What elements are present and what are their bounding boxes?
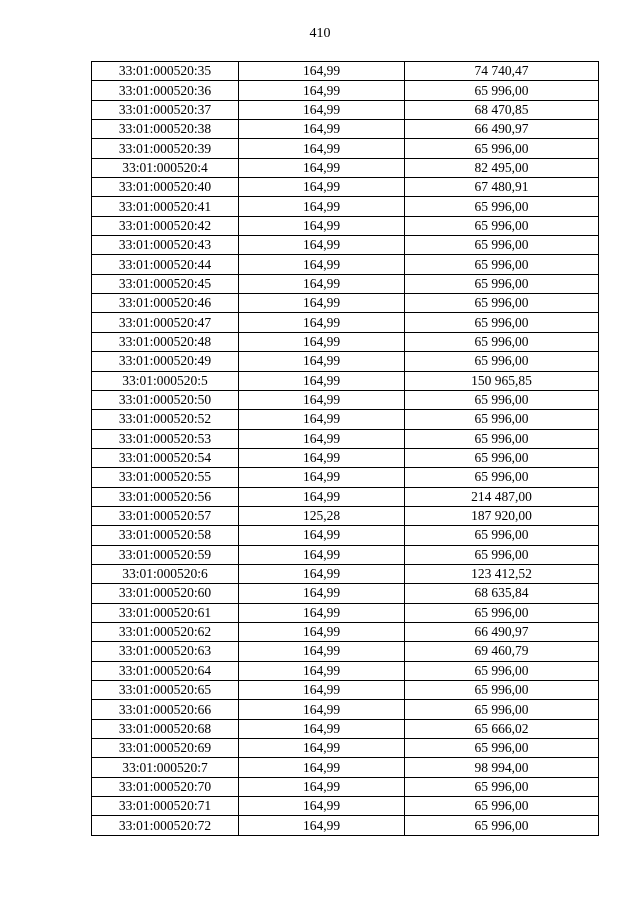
area-cell: 164,99 [239,139,405,158]
table-row [92,758,599,777]
area-cell: 164,99 [239,719,405,738]
value-cell: 65 996,00 [405,681,599,700]
table-row [92,545,599,564]
area-cell: 164,99 [239,661,405,680]
table-row [92,777,599,796]
table-row [92,429,599,448]
area-cell: 164,99 [239,216,405,235]
cadastral-number-cell: 33:01:000520:42 [92,216,239,235]
cadastral-number-cell: 33:01:000520:66 [92,700,239,719]
value-cell: 65 996,00 [405,274,599,293]
cadastral-number-cell: 33:01:000520:60 [92,584,239,603]
cadastral-number-cell: 33:01:000520:64 [92,661,239,680]
cadastral-number-cell: 33:01:000520:63 [92,642,239,661]
value-cell: 65 996,00 [405,236,599,255]
value-cell: 187 920,00 [405,506,599,525]
value-cell: 65 996,00 [405,216,599,235]
cadastral-number-cell: 33:01:000520:45 [92,274,239,293]
value-cell: 65 996,00 [405,700,599,719]
area-cell: 164,99 [239,255,405,274]
cadastral-number-cell: 33:01:000520:61 [92,603,239,622]
value-cell: 150 965,85 [405,371,599,390]
value-cell: 65 666,02 [405,719,599,738]
table-row [92,506,599,525]
table-row [92,371,599,390]
value-cell: 65 996,00 [405,197,599,216]
value-cell: 65 996,00 [405,294,599,313]
table-row [92,139,599,158]
value-cell: 65 996,00 [405,603,599,622]
cadastral-number-cell: 33:01:000520:56 [92,487,239,506]
value-cell: 65 996,00 [405,81,599,100]
area-cell: 164,99 [239,100,405,119]
area-cell: 164,99 [239,487,405,506]
table-row [92,719,599,738]
area-cell: 164,99 [239,332,405,351]
cadastral-number-cell: 33:01:000520:62 [92,622,239,641]
table-row [92,448,599,467]
value-cell: 69 460,79 [405,642,599,661]
table-row [92,81,599,100]
area-cell: 164,99 [239,120,405,139]
table-row [92,564,599,583]
value-cell: 65 996,00 [405,526,599,545]
area-cell: 164,99 [239,758,405,777]
value-cell: 65 996,00 [405,390,599,409]
area-cell: 164,99 [239,681,405,700]
cadastral-number-cell: 33:01:000520:6 [92,564,239,583]
area-cell: 164,99 [239,62,405,81]
area-cell: 164,99 [239,700,405,719]
cadastral-number-cell: 33:01:000520:36 [92,81,239,100]
value-cell: 98 994,00 [405,758,599,777]
cadastral-number-cell: 33:01:000520:40 [92,178,239,197]
table-row [92,158,599,177]
table-row [92,390,599,409]
table-row [92,294,599,313]
value-cell: 65 996,00 [405,797,599,816]
value-cell: 74 740,47 [405,62,599,81]
area-cell: 164,99 [239,584,405,603]
cadastral-number-cell: 33:01:000520:4 [92,158,239,177]
cadastral-number-cell: 33:01:000520:68 [92,719,239,738]
cadastral-number-cell: 33:01:000520:57 [92,506,239,525]
area-cell: 164,99 [239,81,405,100]
cadastral-number-cell: 33:01:000520:41 [92,197,239,216]
area-cell: 164,99 [239,777,405,796]
value-cell: 66 490,97 [405,622,599,641]
cadastral-number-cell: 33:01:000520:72 [92,816,239,835]
cadastral-number-cell: 33:01:000520:49 [92,352,239,371]
cadastral-number-cell: 33:01:000520:53 [92,429,239,448]
area-cell: 164,99 [239,178,405,197]
area-cell: 164,99 [239,603,405,622]
area-cell: 164,99 [239,274,405,293]
value-cell: 65 996,00 [405,255,599,274]
value-cell: 65 996,00 [405,139,599,158]
area-cell: 164,99 [239,158,405,177]
area-cell: 164,99 [239,313,405,332]
area-cell: 164,99 [239,429,405,448]
area-cell: 164,99 [239,642,405,661]
cadastral-number-cell: 33:01:000520:44 [92,255,239,274]
value-cell: 82 495,00 [405,158,599,177]
area-cell: 125,28 [239,506,405,525]
cadastral-number-cell: 33:01:000520:52 [92,410,239,429]
table-row [92,178,599,197]
value-cell: 67 480,91 [405,178,599,197]
value-cell: 68 635,84 [405,584,599,603]
table-row [92,120,599,139]
table-row [92,622,599,641]
cadastral-number-cell: 33:01:000520:37 [92,100,239,119]
area-cell: 164,99 [239,236,405,255]
cadastral-number-cell: 33:01:000520:47 [92,313,239,332]
area-cell: 164,99 [239,371,405,390]
value-cell: 65 996,00 [405,545,599,564]
page-number: 410 [309,26,331,41]
cadastral-number-cell: 33:01:000520:43 [92,236,239,255]
table-row [92,274,599,293]
table-row [92,681,599,700]
area-cell: 164,99 [239,739,405,758]
area-cell: 164,99 [239,545,405,564]
table-row [92,332,599,351]
area-cell: 164,99 [239,468,405,487]
table-row [92,410,599,429]
area-cell: 164,99 [239,197,405,216]
table-row [92,313,599,332]
area-cell: 164,99 [239,816,405,835]
value-cell: 65 996,00 [405,410,599,429]
table-row [92,468,599,487]
cadastral-number-cell: 33:01:000520:54 [92,448,239,467]
table-row [92,487,599,506]
cadastral-number-cell: 33:01:000520:71 [92,797,239,816]
table-row [92,526,599,545]
cadastral-number-cell: 33:01:000520:59 [92,545,239,564]
table-row [92,236,599,255]
cadastral-number-cell: 33:01:000520:7 [92,758,239,777]
value-cell: 68 470,85 [405,100,599,119]
cadastral-number-cell: 33:01:000520:39 [92,139,239,158]
table-body [92,62,599,836]
table-row [92,62,599,81]
table-row [92,584,599,603]
value-cell: 65 996,00 [405,777,599,796]
value-cell: 65 996,00 [405,739,599,758]
value-cell: 65 996,00 [405,313,599,332]
cadastral-number-cell: 33:01:000520:58 [92,526,239,545]
area-cell: 164,99 [239,410,405,429]
table-row [92,700,599,719]
cadastral-number-cell: 33:01:000520:5 [92,371,239,390]
value-cell: 65 996,00 [405,468,599,487]
cadastral-table [91,61,599,836]
cadastral-number-cell: 33:01:000520:50 [92,390,239,409]
value-cell: 65 996,00 [405,429,599,448]
table-row [92,197,599,216]
cadastral-number-cell: 33:01:000520:46 [92,294,239,313]
area-cell: 164,99 [239,390,405,409]
cadastral-number-cell: 33:01:000520:69 [92,739,239,758]
area-cell: 164,99 [239,797,405,816]
cadastral-number-cell: 33:01:000520:70 [92,777,239,796]
table-row [92,661,599,680]
table-row [92,739,599,758]
value-cell: 214 487,00 [405,487,599,506]
area-cell: 164,99 [239,352,405,371]
value-cell: 65 996,00 [405,816,599,835]
cadastral-number-cell: 33:01:000520:55 [92,468,239,487]
value-cell: 65 996,00 [405,332,599,351]
value-cell: 66 490,97 [405,120,599,139]
value-cell: 65 996,00 [405,448,599,467]
cadastral-number-cell: 33:01:000520:35 [92,62,239,81]
value-cell: 65 996,00 [405,661,599,680]
table-row [92,216,599,235]
cadastral-number-cell: 33:01:000520:38 [92,120,239,139]
table-row [92,100,599,119]
value-cell: 65 996,00 [405,352,599,371]
table-row [92,352,599,371]
cadastral-number-cell: 33:01:000520:65 [92,681,239,700]
area-cell: 164,99 [239,448,405,467]
area-cell: 164,99 [239,622,405,641]
table-row [92,816,599,835]
cadastral-number-cell: 33:01:000520:48 [92,332,239,351]
area-cell: 164,99 [239,294,405,313]
table-row [92,797,599,816]
table-row [92,642,599,661]
area-cell: 164,99 [239,526,405,545]
table-row [92,603,599,622]
area-cell: 164,99 [239,564,405,583]
value-cell: 123 412,52 [405,564,599,583]
table-row [92,255,599,274]
